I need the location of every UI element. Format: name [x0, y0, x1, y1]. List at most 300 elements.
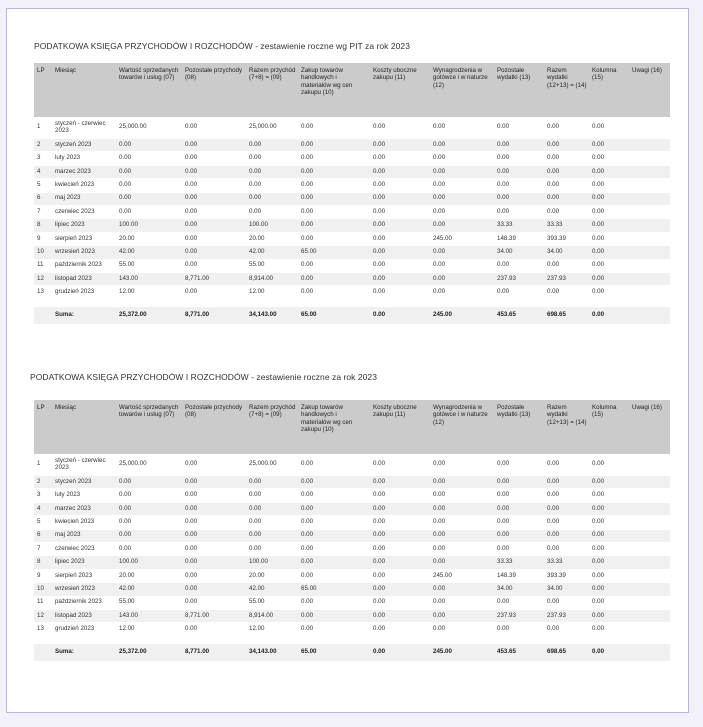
cell-month: styczeń 2023 — [52, 476, 116, 489]
cell-total-income: 25,000.00 — [246, 454, 298, 476]
cell-incidental-costs: 0.00 — [370, 117, 430, 139]
cell-other-income: 0.00 — [182, 192, 246, 205]
table-row — [34, 476, 670, 489]
cell-incidental-costs: 0.00 — [370, 152, 430, 165]
cell-notes — [629, 609, 670, 622]
cell-total-expenses: 34.00 — [544, 583, 589, 596]
cell-total-expenses: 0.00 — [544, 179, 589, 192]
header-lp: LP — [34, 63, 52, 117]
cell-total-income: 0.00 — [246, 489, 298, 502]
cell-incidental-costs: 0.00 — [370, 165, 430, 178]
cell-goods-purchase: 0.00 — [298, 232, 370, 245]
cell-other-income: 8,771.00 — [182, 272, 246, 285]
cell-column-15: 0.00 — [589, 219, 629, 232]
cell-other-income: 0.00 — [182, 246, 246, 259]
cell-column-15: 0.00 — [589, 152, 629, 165]
cell-sales-value: 0.00 — [116, 165, 182, 178]
cell-total-income: 42.00 — [246, 246, 298, 259]
table-row — [34, 246, 670, 259]
table-row — [34, 502, 670, 515]
cell-salaries: 0.00 — [430, 623, 494, 636]
cell-incidental-costs: 0.00 — [370, 219, 430, 232]
cell-other-expenses: 33.33 — [494, 556, 544, 569]
sum-column-15: 0.00 — [589, 306, 629, 324]
cell-lp: 3 — [34, 489, 52, 502]
cell-notes — [629, 516, 670, 529]
cell-other-income: 0.00 — [182, 569, 246, 582]
sum-total-income: 34,143.00 — [246, 643, 298, 661]
header-other-expenses: Pozostałe wydatki (13) — [494, 63, 544, 117]
cell-lp: 7 — [34, 205, 52, 218]
cell-other-expenses: 0.00 — [494, 192, 544, 205]
cell-other-expenses: 0.00 — [494, 259, 544, 272]
cell-lp: 5 — [34, 516, 52, 529]
cell-column-15: 0.00 — [589, 165, 629, 178]
cell-notes — [629, 286, 670, 299]
cell-total-expenses: 237.93 — [544, 272, 589, 285]
table-row — [34, 556, 670, 569]
cell-goods-purchase: 0.00 — [298, 596, 370, 609]
cell-notes — [629, 117, 670, 139]
cell-other-income: 0.00 — [182, 583, 246, 596]
cell-salaries: 0.00 — [430, 272, 494, 285]
cell-goods-purchase: 0.00 — [298, 609, 370, 622]
cell-other-expenses: 34.00 — [494, 246, 544, 259]
table-header-row — [34, 400, 670, 454]
cell-other-income: 0.00 — [182, 596, 246, 609]
cell-other-income: 0.00 — [182, 529, 246, 542]
cell-incidental-costs: 0.00 — [370, 232, 430, 245]
cell-salaries: 0.00 — [430, 117, 494, 139]
cell-other-income: 0.00 — [182, 542, 246, 555]
header-salaries: Wynagrodzenia w gotówce i w naturze (12) — [430, 400, 494, 454]
cell-total-expenses: 0.00 — [544, 139, 589, 152]
table-row — [34, 232, 670, 245]
cell-notes — [629, 596, 670, 609]
header-notes: Uwagi (16) — [629, 63, 670, 117]
sum-sales-value: 25,372.00 — [116, 306, 182, 324]
cell-total-expenses: 237.93 — [544, 609, 589, 622]
cell-incidental-costs: 0.00 — [370, 286, 430, 299]
cell-sales-value: 0.00 — [116, 139, 182, 152]
cell-other-expenses: 33.33 — [494, 219, 544, 232]
cell-goods-purchase: 0.00 — [298, 205, 370, 218]
cell-other-income: 0.00 — [182, 489, 246, 502]
cell-lp: 12 — [34, 272, 52, 285]
cell-column-15: 0.00 — [589, 139, 629, 152]
cell-sales-value: 0.00 — [116, 489, 182, 502]
cell-other-income: 0.00 — [182, 205, 246, 218]
cell-goods-purchase: 0.00 — [298, 516, 370, 529]
cell-total-expenses: 0.00 — [544, 286, 589, 299]
cell-other-expenses: 0.00 — [494, 139, 544, 152]
cell-total-expenses: 0.00 — [544, 489, 589, 502]
cell-incidental-costs: 0.00 — [370, 623, 430, 636]
cell-column-15: 0.00 — [589, 516, 629, 529]
cell-month: sierpień 2023 — [52, 569, 116, 582]
cell-column-15: 0.00 — [589, 179, 629, 192]
header-salaries: Wynagrodzenia w gotówce i w naturze (12) — [430, 63, 494, 117]
cell-total-income: 25,000.00 — [246, 117, 298, 139]
cell-notes — [629, 542, 670, 555]
cell-other-income: 0.00 — [182, 623, 246, 636]
cell-other-income: 0.00 — [182, 454, 246, 476]
table-row — [34, 165, 670, 178]
cell-incidental-costs: 0.00 — [370, 476, 430, 489]
cell-other-expenses: 237.93 — [494, 609, 544, 622]
cell-other-expenses: 0.00 — [494, 489, 544, 502]
cell-lp: 13 — [34, 623, 52, 636]
cell-other-expenses: 0.00 — [494, 152, 544, 165]
cell-goods-purchase: 0.00 — [298, 556, 370, 569]
cell-column-15: 0.00 — [589, 542, 629, 555]
cell-month: grudzień 2023 — [52, 286, 116, 299]
cell-total-income: 100.00 — [246, 219, 298, 232]
cell-other-income: 0.00 — [182, 516, 246, 529]
header-month: Miesiąc — [52, 63, 116, 117]
cell-total-income: 8,914.00 — [246, 609, 298, 622]
cell-total-expenses: 0.00 — [544, 259, 589, 272]
cell-salaries: 0.00 — [430, 542, 494, 555]
cell-column-15: 0.00 — [589, 556, 629, 569]
cell-sales-value: 42.00 — [116, 583, 182, 596]
cell-notes — [629, 246, 670, 259]
cell-goods-purchase: 0.00 — [298, 219, 370, 232]
cell-total-expenses: 0.00 — [544, 117, 589, 139]
cell-other-expenses: 0.00 — [494, 205, 544, 218]
cell-month: lipiec 2023 — [52, 219, 116, 232]
table-row — [34, 542, 670, 555]
header-sales-value: Wartość sprzedanych towarów i usług (07) — [116, 400, 182, 454]
cell-total-income: 42.00 — [246, 583, 298, 596]
table-row — [34, 286, 670, 299]
cell-column-15: 0.00 — [589, 502, 629, 515]
cell-salaries: 0.00 — [430, 556, 494, 569]
cell-incidental-costs: 0.00 — [370, 272, 430, 285]
cell-other-income: 0.00 — [182, 117, 246, 139]
cell-notes — [629, 232, 670, 245]
cell-total-expenses: 0.00 — [544, 623, 589, 636]
header-column-15: Kolumna (15) — [589, 400, 629, 454]
cell-month: marzec 2023 — [52, 165, 116, 178]
cell-sales-value: 20.00 — [116, 232, 182, 245]
cell-total-income: 0.00 — [246, 516, 298, 529]
cell-column-15: 0.00 — [589, 232, 629, 245]
cell-goods-purchase: 0.00 — [298, 454, 370, 476]
cell-other-expenses: 0.00 — [494, 286, 544, 299]
cell-goods-purchase: 0.00 — [298, 272, 370, 285]
cell-incidental-costs: 0.00 — [370, 516, 430, 529]
header-incidental-costs: Koszty uboczne zakupu (11) — [370, 400, 430, 454]
cell-total-expenses: 0.00 — [544, 529, 589, 542]
cell-column-15: 0.00 — [589, 596, 629, 609]
cell-incidental-costs: 0.00 — [370, 542, 430, 555]
cell-lp: 6 — [34, 192, 52, 205]
cell-sales-value: 100.00 — [116, 556, 182, 569]
cell-notes — [629, 192, 670, 205]
cell-total-income: 20.00 — [246, 232, 298, 245]
cell-total-income: 8,914.00 — [246, 272, 298, 285]
cell-salaries: 0.00 — [430, 454, 494, 476]
table-header-row — [34, 63, 670, 117]
cell-total-expenses: 0.00 — [544, 205, 589, 218]
cell-total-income: 20.00 — [246, 569, 298, 582]
header-other-income: Pozostałe przychody (08) — [182, 63, 246, 117]
cell-incidental-costs: 0.00 — [370, 596, 430, 609]
cell-lp: 8 — [34, 219, 52, 232]
cell-notes — [629, 139, 670, 152]
sum-other-income: 8,771.00 — [182, 306, 246, 324]
cell-column-15: 0.00 — [589, 205, 629, 218]
cell-month: wrzesień 2023 — [52, 246, 116, 259]
sum-lp — [34, 643, 52, 661]
cell-total-income: 0.00 — [246, 542, 298, 555]
sum-total-income: 34,143.00 — [246, 306, 298, 324]
cell-other-expenses: 0.00 — [494, 596, 544, 609]
sum-row — [34, 643, 670, 661]
cell-total-income: 55.00 — [246, 259, 298, 272]
cell-incidental-costs: 0.00 — [370, 556, 430, 569]
cell-sales-value: 25,000.00 — [116, 454, 182, 476]
cell-notes — [629, 219, 670, 232]
cell-lp: 8 — [34, 556, 52, 569]
cell-salaries: 0.00 — [430, 476, 494, 489]
cell-salaries: 0.00 — [430, 489, 494, 502]
cell-month: lipiec 2023 — [52, 556, 116, 569]
report-page — [6, 8, 689, 713]
cell-incidental-costs: 0.00 — [370, 502, 430, 515]
cell-incidental-costs: 0.00 — [370, 529, 430, 542]
cell-lp: 9 — [34, 232, 52, 245]
cell-salaries: 0.00 — [430, 286, 494, 299]
sum-salaries: 245.00 — [430, 306, 494, 324]
sum-notes — [629, 643, 670, 661]
cell-lp: 4 — [34, 502, 52, 515]
header-total-income: Razem przychód (7+8) = (09) — [246, 63, 298, 117]
cell-month: styczeń - czerwiec 2023 — [52, 454, 116, 476]
cell-month: luty 2023 — [52, 152, 116, 165]
cell-goods-purchase: 0.00 — [298, 529, 370, 542]
cell-total-income: 0.00 — [246, 502, 298, 515]
cell-month: styczeń - czerwiec 2023 — [52, 117, 116, 139]
cell-goods-purchase: 0.00 — [298, 259, 370, 272]
cell-other-income: 0.00 — [182, 502, 246, 515]
cell-goods-purchase: 0.00 — [298, 623, 370, 636]
cell-salaries: 0.00 — [430, 502, 494, 515]
cell-total-income: 12.00 — [246, 623, 298, 636]
table-row — [34, 596, 670, 609]
cell-other-expenses: 148.39 — [494, 232, 544, 245]
cell-total-expenses: 0.00 — [544, 454, 589, 476]
cell-total-expenses: 393.39 — [544, 569, 589, 582]
cell-total-income: 0.00 — [246, 205, 298, 218]
cell-lp: 7 — [34, 542, 52, 555]
cell-other-expenses: 0.00 — [494, 542, 544, 555]
cell-salaries: 0.00 — [430, 205, 494, 218]
cell-month: wrzesień 2023 — [52, 583, 116, 596]
cell-total-expenses: 34.00 — [544, 246, 589, 259]
cell-total-expenses: 0.00 — [544, 165, 589, 178]
cell-notes — [629, 454, 670, 476]
sum-total-expenses: 698.65 — [544, 643, 589, 661]
cell-month: styczeń 2023 — [52, 139, 116, 152]
table-row — [34, 139, 670, 152]
cell-goods-purchase: 0.00 — [298, 152, 370, 165]
cell-column-15: 0.00 — [589, 609, 629, 622]
cell-incidental-costs: 0.00 — [370, 454, 430, 476]
cell-month: sierpień 2023 — [52, 232, 116, 245]
cell-salaries: 0.00 — [430, 609, 494, 622]
cell-lp: 4 — [34, 165, 52, 178]
cell-column-15: 0.00 — [589, 246, 629, 259]
cell-incidental-costs: 0.00 — [370, 583, 430, 596]
report-title-annual: PODATKOWA KSIĘGA PRZYCHODÓW I ROZCHODÓW - zestawienie roczne za rok 2023 — [30, 372, 377, 382]
sum-row — [34, 306, 670, 324]
cell-sales-value: 42.00 — [116, 246, 182, 259]
header-total-income: Razem przychód (7+8) = (09) — [246, 400, 298, 454]
cell-other-income: 0.00 — [182, 219, 246, 232]
sum-other-expenses: 453.65 — [494, 306, 544, 324]
cell-total-income: 0.00 — [246, 529, 298, 542]
cell-total-expenses: 0.00 — [544, 596, 589, 609]
cell-other-expenses: 0.00 — [494, 623, 544, 636]
cell-other-expenses: 148.39 — [494, 569, 544, 582]
cell-notes — [629, 179, 670, 192]
cell-total-expenses: 0.00 — [544, 476, 589, 489]
cell-incidental-costs: 0.00 — [370, 192, 430, 205]
sum-salaries: 245.00 — [430, 643, 494, 661]
cell-notes — [629, 583, 670, 596]
cell-total-expenses: 0.00 — [544, 542, 589, 555]
cell-lp: 13 — [34, 286, 52, 299]
cell-total-income: 0.00 — [246, 192, 298, 205]
cell-column-15: 0.00 — [589, 117, 629, 139]
header-sales-value: Wartość sprzedanych towarów i usług (07) — [116, 63, 182, 117]
header-total-expenses: Razem wydatki (12+13) = (14) — [544, 63, 589, 117]
cell-other-expenses: 0.00 — [494, 502, 544, 515]
sum-incidental-costs: 0.00 — [370, 306, 430, 324]
table-row — [34, 454, 670, 476]
cell-column-15: 0.00 — [589, 489, 629, 502]
cell-salaries: 0.00 — [430, 259, 494, 272]
cell-month: marzec 2023 — [52, 502, 116, 515]
cell-salaries: 0.00 — [430, 165, 494, 178]
cell-salaries: 245.00 — [430, 232, 494, 245]
cell-salaries: 0.00 — [430, 192, 494, 205]
table-row — [34, 623, 670, 636]
cell-incidental-costs: 0.00 — [370, 139, 430, 152]
cell-column-15: 0.00 — [589, 454, 629, 476]
sum-incidental-costs: 0.00 — [370, 643, 430, 661]
annual-summary-pit-table — [34, 63, 670, 325]
cell-incidental-costs: 0.00 — [370, 569, 430, 582]
cell-notes — [629, 259, 670, 272]
cell-salaries: 0.00 — [430, 219, 494, 232]
table-row — [34, 272, 670, 285]
cell-salaries: 0.00 — [430, 583, 494, 596]
cell-notes — [629, 205, 670, 218]
cell-total-expenses: 33.33 — [544, 556, 589, 569]
cell-incidental-costs: 0.00 — [370, 246, 430, 259]
cell-sales-value: 0.00 — [116, 205, 182, 218]
cell-total-income: 0.00 — [246, 152, 298, 165]
cell-other-expenses: 0.00 — [494, 179, 544, 192]
cell-salaries: 0.00 — [430, 139, 494, 152]
cell-notes — [629, 272, 670, 285]
cell-sales-value: 0.00 — [116, 542, 182, 555]
spacer-row — [34, 636, 670, 643]
cell-sales-value: 20.00 — [116, 569, 182, 582]
cell-column-15: 0.00 — [589, 569, 629, 582]
cell-other-income: 0.00 — [182, 232, 246, 245]
table-row — [34, 489, 670, 502]
cell-salaries: 0.00 — [430, 529, 494, 542]
cell-lp: 11 — [34, 259, 52, 272]
cell-goods-purchase: 0.00 — [298, 139, 370, 152]
header-lp: LP — [34, 400, 52, 454]
table-row — [34, 219, 670, 232]
report-title-pit: PODATKOWA KSIĘGA PRZYCHODÓW I ROZCHODÓW - zestawienie roczne wg PIT za rok 2023 — [34, 41, 410, 51]
cell-notes — [629, 476, 670, 489]
cell-total-expenses: 33.33 — [544, 219, 589, 232]
cell-lp: 6 — [34, 529, 52, 542]
cell-other-expenses: 0.00 — [494, 529, 544, 542]
cell-lp: 11 — [34, 596, 52, 609]
cell-column-15: 0.00 — [589, 286, 629, 299]
cell-month: listopad 2023 — [52, 272, 116, 285]
sum-sales-value: 25,372.00 — [116, 643, 182, 661]
cell-month: czerwiec 2023 — [52, 205, 116, 218]
header-goods-purchase: Zakup towarów handlowych i materiałów wg cen zakupu (10) — [298, 63, 370, 117]
sum-lp — [34, 306, 52, 324]
cell-goods-purchase: 0.00 — [298, 179, 370, 192]
cell-other-income: 0.00 — [182, 286, 246, 299]
table-row — [34, 516, 670, 529]
cell-other-expenses: 0.00 — [494, 476, 544, 489]
table-row — [34, 192, 670, 205]
table-row — [34, 179, 670, 192]
cell-other-expenses: 34.00 — [494, 583, 544, 596]
cell-month: październik 2023 — [52, 259, 116, 272]
cell-other-expenses: 237.93 — [494, 272, 544, 285]
table-row — [34, 152, 670, 165]
cell-month: październik 2023 — [52, 596, 116, 609]
sum-column-15: 0.00 — [589, 643, 629, 661]
cell-total-expenses: 0.00 — [544, 502, 589, 515]
sum-goods-purchase: 65.00 — [298, 306, 370, 324]
cell-column-15: 0.00 — [589, 192, 629, 205]
cell-total-income: 0.00 — [246, 476, 298, 489]
cell-goods-purchase: 0.00 — [298, 489, 370, 502]
sum-goods-purchase: 65.00 — [298, 643, 370, 661]
cell-notes — [629, 556, 670, 569]
cell-sales-value: 55.00 — [116, 596, 182, 609]
cell-notes — [629, 569, 670, 582]
cell-other-income: 0.00 — [182, 476, 246, 489]
cell-incidental-costs: 0.00 — [370, 489, 430, 502]
cell-goods-purchase: 0.00 — [298, 117, 370, 139]
cell-other-expenses: 0.00 — [494, 454, 544, 476]
cell-sales-value: 55.00 — [116, 259, 182, 272]
cell-other-income: 8,771.00 — [182, 609, 246, 622]
cell-sales-value: 0.00 — [116, 192, 182, 205]
cell-sales-value: 12.00 — [116, 623, 182, 636]
cell-salaries: 0.00 — [430, 152, 494, 165]
cell-column-15: 0.00 — [589, 529, 629, 542]
cell-sales-value: 0.00 — [116, 516, 182, 529]
table-row — [34, 569, 670, 582]
cell-month: maj 2023 — [52, 529, 116, 542]
